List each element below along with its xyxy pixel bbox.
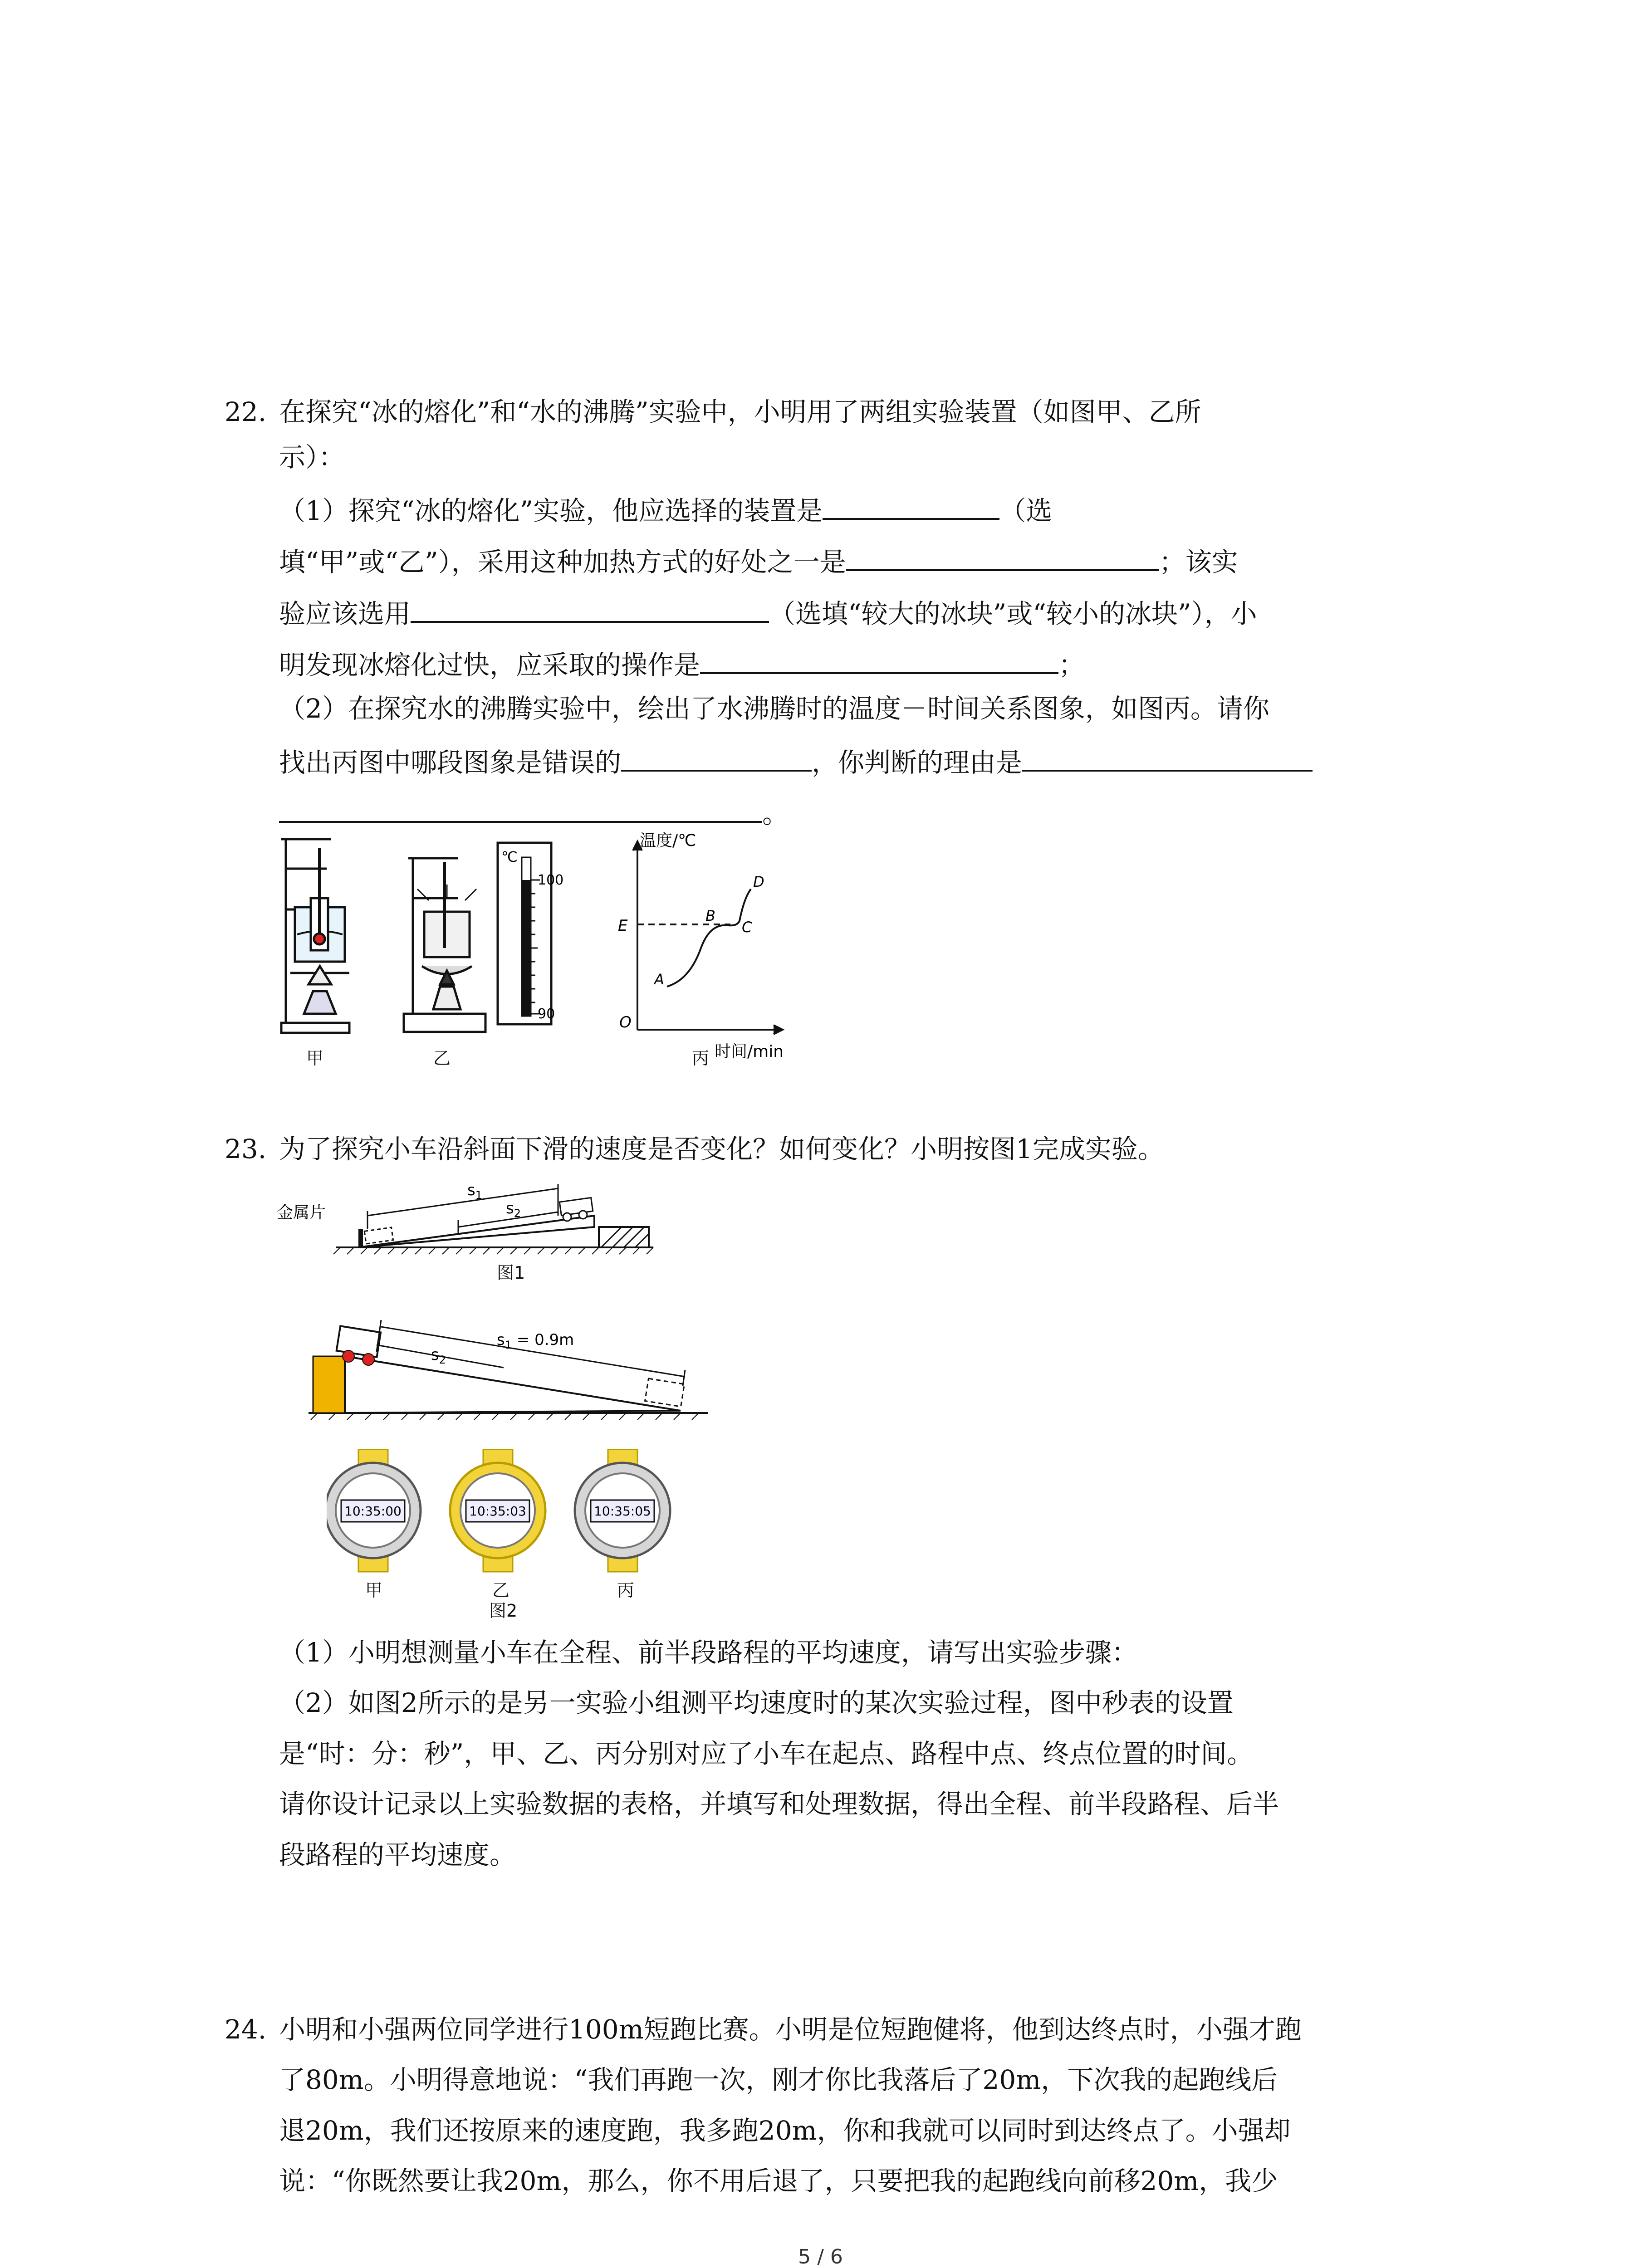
q22-blank-wrong-segment[interactable] — [621, 743, 812, 772]
apparatus-jia — [281, 839, 349, 1033]
q22-blank-reason-2[interactable] — [279, 794, 762, 823]
q22-blank-operation[interactable] — [700, 645, 1058, 674]
watch-bing-time: 10:35:05 — [594, 1504, 651, 1519]
q22-text-5a: 验应该选用 — [279, 598, 411, 629]
q22-number: 22. — [225, 396, 267, 427]
fig2-s1-label: $s_1 = 0.9m$ — [497, 1331, 574, 1351]
fig1-s2-label: $s_2$ — [506, 1199, 521, 1220]
q22-line-1: 在探究“冰的熔化”和“水的沸腾”实验中，小明用了两组实验装置（如图甲、乙所 — [279, 396, 1201, 427]
q23-part-1: （1）小明想测量小车在全程、前半段路程的平均速度，请写出实验步骤： — [279, 1637, 1138, 1668]
q22-text-3b: （选 — [999, 495, 1053, 526]
q22-line-7: （2）在探究水的沸腾实验中，绘出了水沸腾时的温度－时间关系图象，如图丙。请你 — [279, 693, 1269, 724]
q22-line-9 — [279, 794, 789, 832]
q22-text-9b: 。 — [762, 798, 789, 829]
q22-blank-ice-size[interactable] — [411, 594, 769, 623]
q22-blank-reason-1[interactable] — [1022, 743, 1313, 772]
page-number: 5 / 6 — [798, 2245, 843, 2268]
q22-line-5 — [279, 594, 1257, 632]
stopwatch-bing — [575, 1449, 670, 1572]
q22-text-4a: 填“甲”或“乙”），采用这种加热方式的好处之一是 — [279, 547, 846, 577]
graph-point-a: A — [654, 971, 664, 988]
graph-x-axis-label: 时间/min — [715, 1042, 784, 1061]
q22-caption-yi: 乙 — [433, 1048, 451, 1068]
q24-line-2: 了80m。小明得意地说：“我们再跑一次，刚才你比我落后了20m，下次我的起跑线后 — [279, 2064, 1278, 2095]
q22-line-2: 示）： — [279, 442, 345, 473]
fig2-caption-bing: 丙 — [617, 1580, 635, 1600]
q22-text-3a: （1）探究“冰的熔化”实验，他应选择的装置是 — [279, 495, 823, 526]
q24-number: 24. — [225, 2014, 267, 2045]
apparatus-yi — [404, 857, 485, 1032]
q24-line-3: 退20m，我们还按原来的速度跑，我多跑20m，你和我就可以同时到达终点了。小强却 — [279, 2115, 1291, 2146]
thermometer-100-label: 100 — [538, 872, 564, 888]
graph-point-e: E — [618, 917, 628, 935]
q22-figures — [272, 830, 803, 1084]
fig2-caption-jia: 甲 — [365, 1580, 383, 1600]
q22-text-6b: ； — [1058, 650, 1085, 680]
fig2-caption-yi: 乙 — [492, 1580, 510, 1600]
temperature-time-graph — [633, 841, 783, 1034]
q23-figure-1 — [277, 1170, 685, 1288]
q22-text-4b: ；该实 — [1159, 547, 1238, 577]
q23-part-2-line-2: 是“时：分：秒”，甲、乙、丙分别对应了小车在起点、路程中点、终点位置的时间。 — [279, 1738, 1254, 1769]
stopwatch-jia — [327, 1449, 421, 1572]
q22-text-5b: （选填“较大的冰块”或“较小的冰块”），小 — [769, 598, 1257, 629]
q22-line-6 — [279, 645, 1085, 683]
thermometer-unit: ℃ — [501, 848, 518, 865]
q22-line-4 — [279, 542, 1238, 580]
graph-origin-label: O — [619, 1013, 632, 1031]
q22-text-6a: 明发现冰熔化过快，应采取的操作是 — [279, 650, 700, 680]
fig1-caption: 图1 — [497, 1263, 525, 1283]
fig2-caption: 图2 — [489, 1601, 518, 1621]
q22-caption-jia: 甲 — [306, 1048, 324, 1068]
graph-y-axis-label: 温度/℃ — [640, 831, 696, 850]
q23-part-2-line-3: 请你设计记录以上实验数据的表格，并填写和处理数据，得出全程、前半段路程、后半 — [279, 1789, 1279, 1819]
q23-part-2-line-1: （2）如图2所示的是另一实验小组测平均速度时的某次实验过程，图中秒表的设置 — [279, 1687, 1234, 1718]
stopwatch-yi — [450, 1449, 545, 1572]
thermometer-90-label: 90 — [538, 1006, 555, 1022]
q23-line-1: 为了探究小车沿斜面下滑的速度是否变化？如何变化？小明按图1完成实验。 — [279, 1134, 1164, 1164]
fig2-s2-label: $s_2$ — [431, 1346, 446, 1366]
q23-stopwatches — [327, 1449, 699, 1585]
q22-text-8a: 找出丙图中哪段图象是错误的 — [279, 747, 622, 778]
q23-number: 23. — [225, 1134, 267, 1164]
watch-jia-time: 10:35:00 — [344, 1504, 402, 1519]
fig1-metal-label: 金属片 — [277, 1203, 326, 1222]
q23-figure-2-incline — [309, 1302, 717, 1438]
q24-line-4: 说：“你既然要让我20m，那么，你不用后退了，只要把我的起跑线向前移20m，我少 — [279, 2165, 1278, 2196]
graph-point-c: C — [742, 919, 752, 936]
graph-point-d: D — [753, 873, 764, 890]
thermometer-scale — [498, 843, 551, 1024]
q22-line-3 — [279, 491, 1052, 529]
graph-point-b: B — [705, 907, 715, 924]
q22-text-8b: ，你判断的理由是 — [812, 747, 1023, 778]
q23-part-2-line-4: 段路程的平均速度。 — [279, 1839, 516, 1870]
q22-blank-heating-benefit[interactable] — [846, 542, 1159, 571]
q22-blank-apparatus[interactable] — [823, 491, 999, 520]
watch-yi-time: 10:35:03 — [469, 1504, 526, 1519]
fig1-s1-label: $s_1$ — [467, 1181, 482, 1202]
q24-line-1: 小明和小强两位同学进行100m短跑比赛。小明是位短跑健将，他到达终点时，小强才跑 — [279, 2014, 1302, 2045]
q22-caption-bing: 丙 — [692, 1048, 710, 1068]
q22-line-8 — [279, 743, 1313, 781]
